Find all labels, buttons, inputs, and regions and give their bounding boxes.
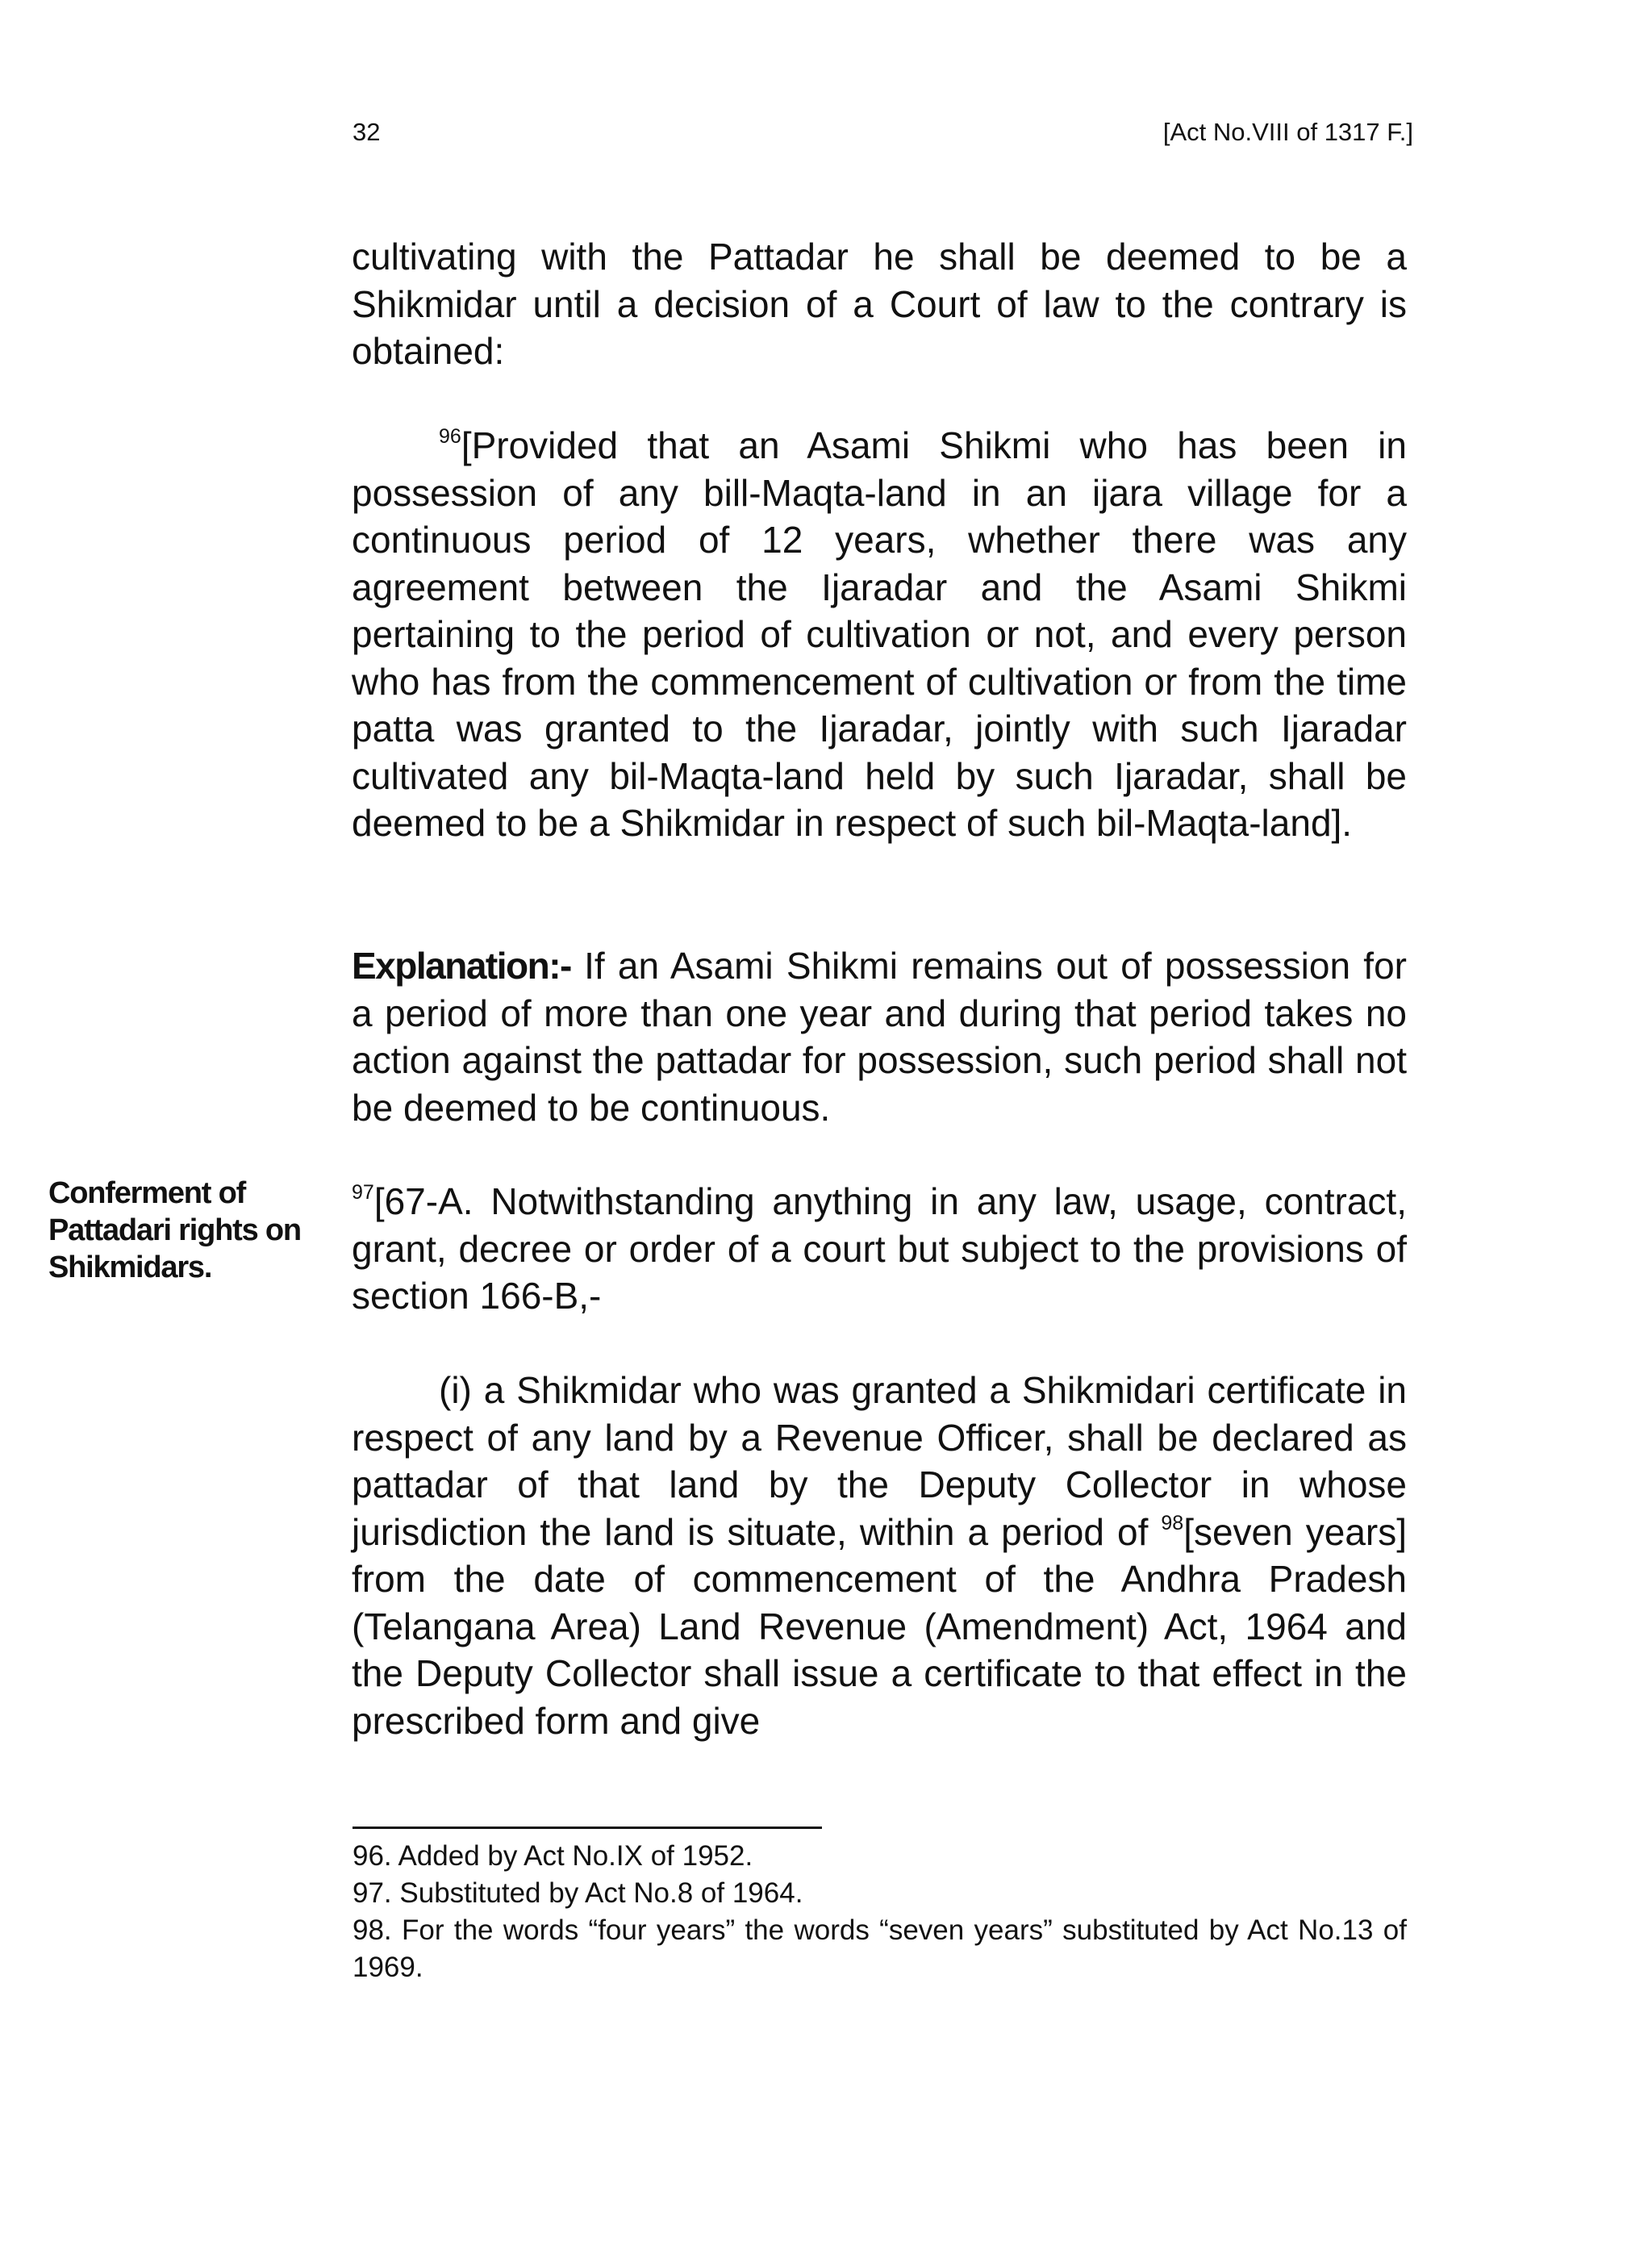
proviso-text-block <box>352 422 1407 847</box>
explanation-label: Explanation:- <box>352 945 571 987</box>
proviso-paragraph <box>352 422 1407 847</box>
clause-i-text-block <box>352 1367 1407 1744</box>
footnote-96: 96. Added by Act No.IX of 1952. <box>353 1840 753 1872</box>
page-number: 32 <box>353 118 381 146</box>
act-reference-header: [Act No.VIII of 1317 F.] <box>1162 118 1413 146</box>
clause-i-text-after: [seven years] from the date of commencement of the Andhra Pradesh (Telangana Area) Land Revenue (Amendment) Act, 1964 and the Deputy Collector shall issue a certificate to that effect in the prescribed form and give <box>352 1510 1408 1742</box>
explanation-text: If an Asami Shikmi remains out of possession for a period of more than one year and during that period takes no action against the pattadar for possession, such period shall not be deemed to be continuous. <box>352 945 1407 1129</box>
footnotes-section <box>353 1838 1407 1986</box>
footnote-ref-96[interactable]: 96 <box>439 425 461 448</box>
section-67a-paragraph <box>352 1178 1407 1320</box>
footnote-98: 98. For the words “four years” the words “seven years” substituted by Act No.13 of 1969. <box>353 1914 1407 1983</box>
clause-i-paragraph <box>352 1367 1407 1744</box>
footnote-divider <box>353 1827 822 1829</box>
footnote-ref-98[interactable]: 98 <box>1161 1511 1184 1534</box>
explanation-paragraph <box>352 942 1407 1131</box>
continuation-text: cultivating with the Pattadar he shall be deemed to be a Shikmidar until a decision of a Court of law to the contrary is obtained: <box>352 236 1407 372</box>
continuation-paragraph <box>352 233 1407 375</box>
section-67a-text: [67-A. Notwithstanding anything in any law, usage, contract, grant, decree or order of a court but subject to the provisions of section 166-B,- <box>352 1180 1407 1317</box>
proviso-text: [Provided that an Asami Shikmi who has been in possession of any bill-Maqta-land in an ijara village for a continuous period of 12 years, whether there was any agreement between the Ijaradar and the Asami Shikmi pertaining to the period of cultivation or not, and every person who has from the commencement of cultivation or from the time patta was granted to the Ijaradar, jointly with such Ijaradar cultivated any bil-Maqta-land held by such Ijaradar, shall be deemed to be a Shikmidar in respect of such bil-Maqta-land]. <box>352 424 1407 844</box>
clause-i-text-before: (i) a Shikmidar who was granted a Shikmidari certificate in respect of any land by a Revenue Officer, shall be declared as pattadar of that land by the Deputy Collector in whose jurisdiction the land is situate, within a period of <box>352 1369 1407 1553</box>
marginal-note: Conferment of Pattadari rights on Shikmidars. <box>48 1176 301 1284</box>
footnote-ref-97[interactable]: 97 <box>352 1181 374 1204</box>
footnote-97: 97. Substituted by Act No.8 of 1964. <box>353 1877 803 1909</box>
